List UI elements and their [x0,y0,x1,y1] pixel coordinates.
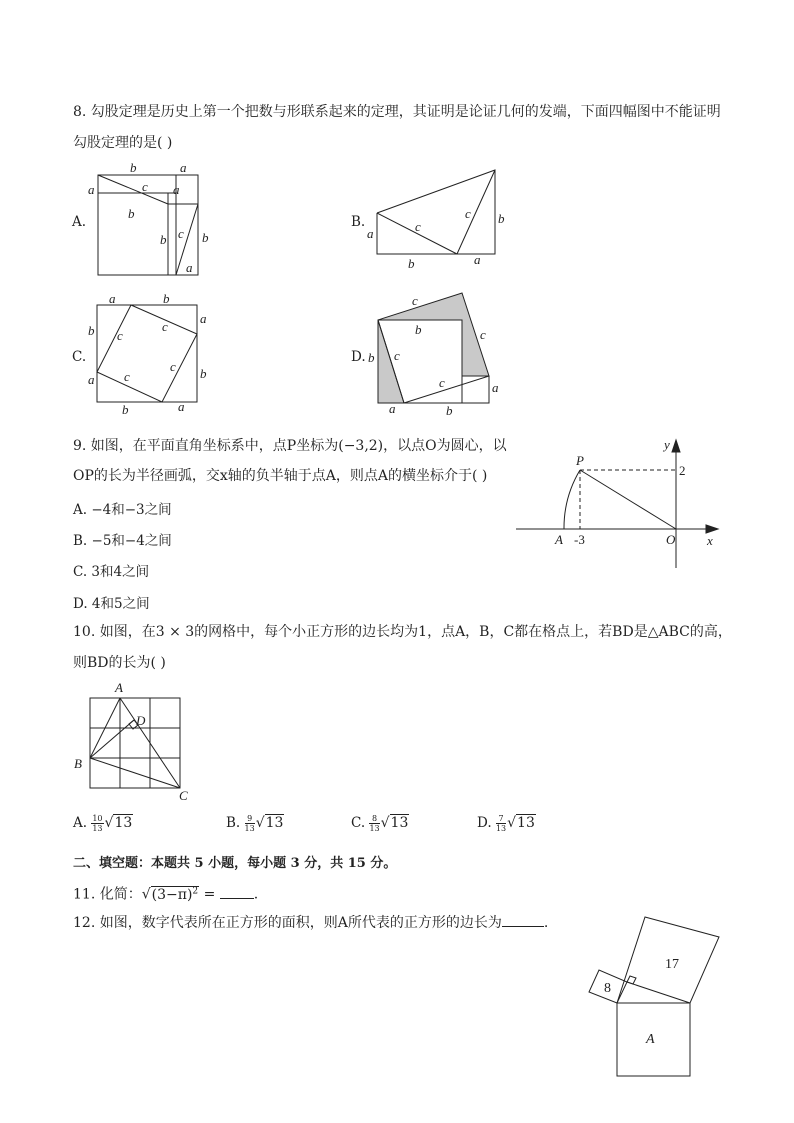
q8-figure-d [362,290,512,420]
q12-label-a: A [646,1032,655,1047]
sqrt-symbol: √13 [380,815,409,831]
q9-option-b[interactable]: B. −5和−4之间 [73,533,172,549]
fig-d-label-b-left: b [368,350,375,365]
q10-grid-figure [70,678,200,806]
q8-stem-line2: 勾股定理的是( ) [73,135,173,151]
q8-option-b-label: B. [351,214,366,230]
q9-stem-line1: 9. 如图，在平面直角坐标系中，点P坐标为(−3,2)，以点O为圆心，以 [73,438,507,454]
fig-d-label-c-top: c [412,293,418,308]
q10-option-b[interactable]: B. $\frac{9}{13}$ √13 [226,814,284,833]
q10-label-b: B [74,756,82,771]
fig-a-label-a-left: a [88,182,95,197]
q10-option-a[interactable]: A. $\frac{10}{13}$ √13 [73,814,133,833]
fig-b-label-b-right: b [498,211,505,226]
q10-label-d: D [136,713,146,728]
q12-area-8: 8 [604,981,611,996]
q9-tick-minus3: -3 [574,532,585,547]
q8-figure-a [80,158,220,280]
fig-b-label-a-left: a [367,226,374,241]
q10-option-c[interactable]: C. $\frac{8}{13}$ √13 [351,814,409,833]
fig-c-label-c-top: c [162,319,168,334]
fig-d-label-c-right: c [480,327,486,342]
q12-line: 12. 如图，数字代表所在正方形的面积，则A所代表的正方形的边长为 . [73,915,549,931]
fig-a-label-b-right: b [202,230,209,245]
fig-a-label-a-top: a [180,160,187,175]
q10-stem-line2: 则BD的长为( ) [73,655,166,671]
q8-option-d-label: D. [351,349,366,365]
fig-d-label-a-bottom: a [389,401,396,416]
q9-stem-line2: OP的长为半径画弧，交x轴的负半轴于点A，则点A的横坐标介于( ) [73,468,488,484]
fig-b-label-b-bottom: b [408,256,415,270]
q8-option-a-label: A. [72,214,87,230]
q10-option-a-fraction: $\frac{10}{13}$ [92,814,103,833]
fig-a-label-c: c [142,179,148,194]
fig-a-label-a-bottom: a [186,260,193,275]
q9-label-y: y [664,437,670,452]
fig-a-label-b-mid: b [128,206,135,221]
fig-c-label-b-left: b [88,323,95,338]
fig-a-label-b-top: b [130,160,137,175]
q10-stem-line1: 10. 如图，在3 × 3的网格中，每个小正方形的边长均为1，点A，B，C都在格点上，若BD是△ABC的高， [73,624,732,640]
q10-label-a: A [115,680,123,695]
q12-area-17: 17 [665,957,679,972]
fig-c-label-c-right: c [170,359,176,374]
q9-coordinate-figure [510,432,740,572]
fig-d-label-a-right: a [492,380,499,395]
sqrt-symbol: √13 [104,815,133,831]
sqrt-symbol: √13 [507,815,535,831]
fig-d-label-b-top: b [415,322,422,337]
q9-label-p: P [576,453,584,468]
fig-d-label-c-bottom: c [439,375,445,390]
q9-label-o: O [666,532,676,547]
fig-c-label-b-bottom: b [122,402,129,417]
fig-c-label-c-bottom: c [124,369,130,384]
fig-b-label-c-left: c [415,219,421,234]
fig-a-label-a-mid: a [173,182,180,197]
q11-line: 11. 化简：$√(3-\pi)^2$ = . [73,886,259,903]
q8-figure-b [362,165,512,270]
fig-b-label-c-right: c [465,206,471,221]
q10-option-d[interactable]: D. $\frac{7}{13}$ √13 [477,814,535,833]
q9-tick-2: 2 [679,463,686,478]
sqrt-symbol: √13 [255,815,284,831]
q11-answer-blank[interactable] [220,886,254,899]
section-heading-fill-in: 二、填空题：本题共 5 小题，每小题 3 分，共 15 分。 [73,856,397,871]
fig-c-label-a-top: a [109,291,116,306]
q8-stem-line1: 8. 勾股定理是历史上第一个把数与形联系起来的定理，其证明是论证几何的发端，下面四幅图中不能证明 [73,104,721,120]
q8-option-c-label: C. [72,349,87,365]
q10-label-c: C [179,788,188,803]
q10-option-b-fraction: $\frac{9}{13}$ [244,814,255,833]
fig-c-label-a-left: a [88,372,95,387]
fig-d-label-b-bottom: b [446,403,453,418]
fig-c-label-a-bottom: a [178,399,185,414]
q9-option-d[interactable]: D. 4和5之间 [73,596,150,612]
fig-c-label-a-right: a [200,311,207,326]
sqrt-symbol: $√(3-\pi)^2$ [141,886,199,903]
q10-option-d-fraction: $\frac{7}{13}$ [495,814,507,833]
q9-label-a: A [555,532,563,547]
q9-option-a[interactable]: A. −4和−3之间 [73,502,172,518]
q10-option-c-fraction: $\frac{8}{13}$ [369,814,380,833]
q9-option-c[interactable]: C. 3和4之间 [73,564,150,580]
q8-figure-c [82,290,212,418]
fig-c-label-b-top: b [163,291,170,306]
fig-b-label-a-bottom: a [474,252,481,267]
q12-answer-blank[interactable] [502,914,544,927]
q9-label-x: x [707,533,713,548]
fig-c-label-b-right: b [200,366,207,381]
q12-squares-figure [585,912,730,1082]
fig-c-label-c-left: c [117,328,123,343]
fig-d-label-c-left: c [394,348,400,363]
fig-a-label-c-inner: c [178,226,184,241]
fig-a-label-b-inner: b [160,232,167,247]
